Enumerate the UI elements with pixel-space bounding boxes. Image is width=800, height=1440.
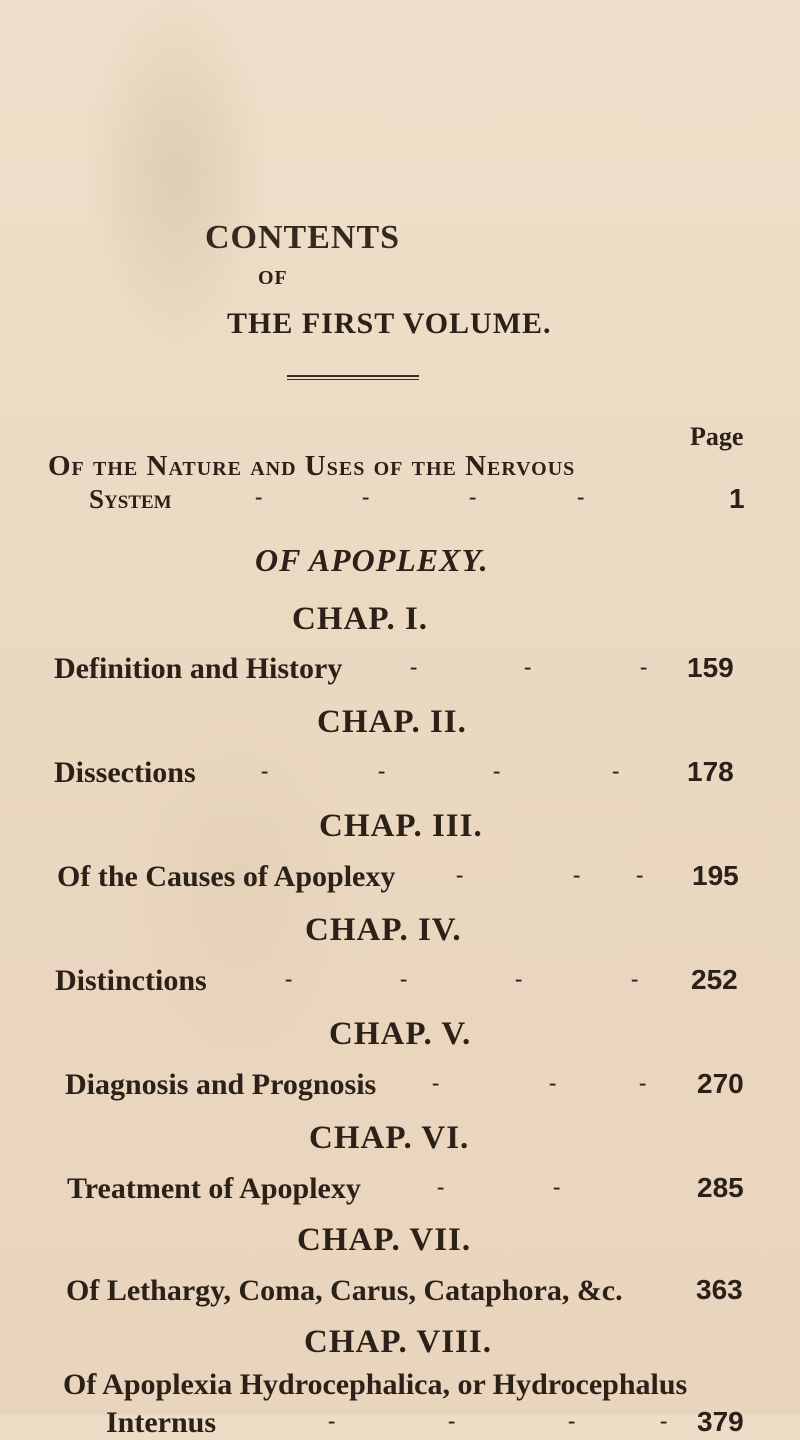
chapter-heading: CHAP. VI.: [309, 1120, 470, 1156]
leader-dash: -: [631, 966, 639, 991]
leader-dash: -: [524, 654, 532, 679]
leader-dash: -: [255, 484, 263, 509]
chapter-title: Dissections: [54, 756, 196, 789]
page-column-label: Page: [690, 422, 744, 451]
chapter-heading: CHAP. VII.: [297, 1222, 472, 1258]
leader-dash: -: [549, 1070, 557, 1095]
chapter-heading: CHAP. VIII.: [304, 1324, 492, 1360]
intro-page-number: 1: [729, 483, 745, 514]
chapter-heading: CHAP. II.: [317, 704, 467, 740]
leader-dash: -: [285, 966, 293, 991]
leader-dash: -: [640, 654, 648, 679]
leader-dash: -: [612, 758, 620, 783]
chapter-page-number: 252: [691, 964, 738, 995]
chapter-page-number: 195: [692, 860, 739, 891]
intro-entry-line1: Of the Nature and Uses of the Nervous: [48, 450, 576, 482]
leader-dash: -: [410, 654, 418, 679]
intro-entry-line2: System: [89, 484, 172, 514]
leader-dash: -: [568, 1408, 576, 1433]
chapter-page-number: 379: [697, 1406, 744, 1437]
chapter-heading: CHAP. III.: [319, 808, 483, 844]
leader-dash: -: [515, 966, 523, 991]
chapter-title-continued: Internus: [106, 1406, 217, 1439]
chapter-title: Treatment of Apoplexy: [67, 1172, 361, 1205]
leader-dash: -: [432, 1070, 440, 1095]
volume-heading: THE FIRST VOLUME.: [227, 307, 552, 340]
chapter-title: Of Apoplexia Hydrocephalica, or Hydrocephalus: [63, 1368, 688, 1401]
leader-dash: -: [493, 758, 501, 783]
of-heading: OF: [258, 267, 288, 289]
leader-dash: -: [456, 862, 464, 887]
section-title: OF APOPLEXY.: [255, 542, 489, 578]
leader-dash: -: [553, 1174, 561, 1199]
leader-dash: -: [448, 1408, 456, 1433]
chapter-title: Distinctions: [55, 964, 207, 997]
leader-dash: -: [660, 1408, 668, 1433]
leader-dash: -: [573, 862, 581, 887]
divider-rule-thin: [287, 379, 419, 380]
chapter-page-number: 159: [687, 652, 734, 683]
chapter-page-number: 270: [697, 1068, 744, 1099]
chapter-heading: CHAP. I.: [292, 601, 429, 637]
leader-dash: -: [362, 484, 370, 509]
chapter-title: Definition and History: [54, 652, 343, 685]
leader-dash: -: [577, 484, 585, 509]
leader-dash: -: [261, 758, 269, 783]
chapter-page-number: 363: [696, 1274, 743, 1305]
leader-dash: -: [636, 862, 644, 887]
chapter-title: Diagnosis and Prognosis: [65, 1068, 377, 1101]
leader-dash: -: [378, 758, 386, 783]
chapter-page-number: 178: [687, 756, 734, 787]
chapter-heading: CHAP. IV.: [305, 912, 462, 948]
chapter-page-number: 285: [697, 1172, 744, 1203]
chapter-title: Of Lethargy, Coma, Carus, Cataphora, &c.: [66, 1274, 623, 1307]
leader-dash: -: [639, 1070, 647, 1095]
chapter-title: Of the Causes of Apoplexy: [57, 860, 396, 893]
divider-rule: [287, 375, 419, 377]
leader-dash: -: [469, 484, 477, 509]
leader-dash: -: [328, 1408, 336, 1433]
leader-dash: -: [400, 966, 408, 991]
leader-dash: -: [437, 1174, 445, 1199]
contents-heading: CONTENTS: [205, 219, 401, 256]
chapter-heading: CHAP. V.: [329, 1016, 472, 1052]
